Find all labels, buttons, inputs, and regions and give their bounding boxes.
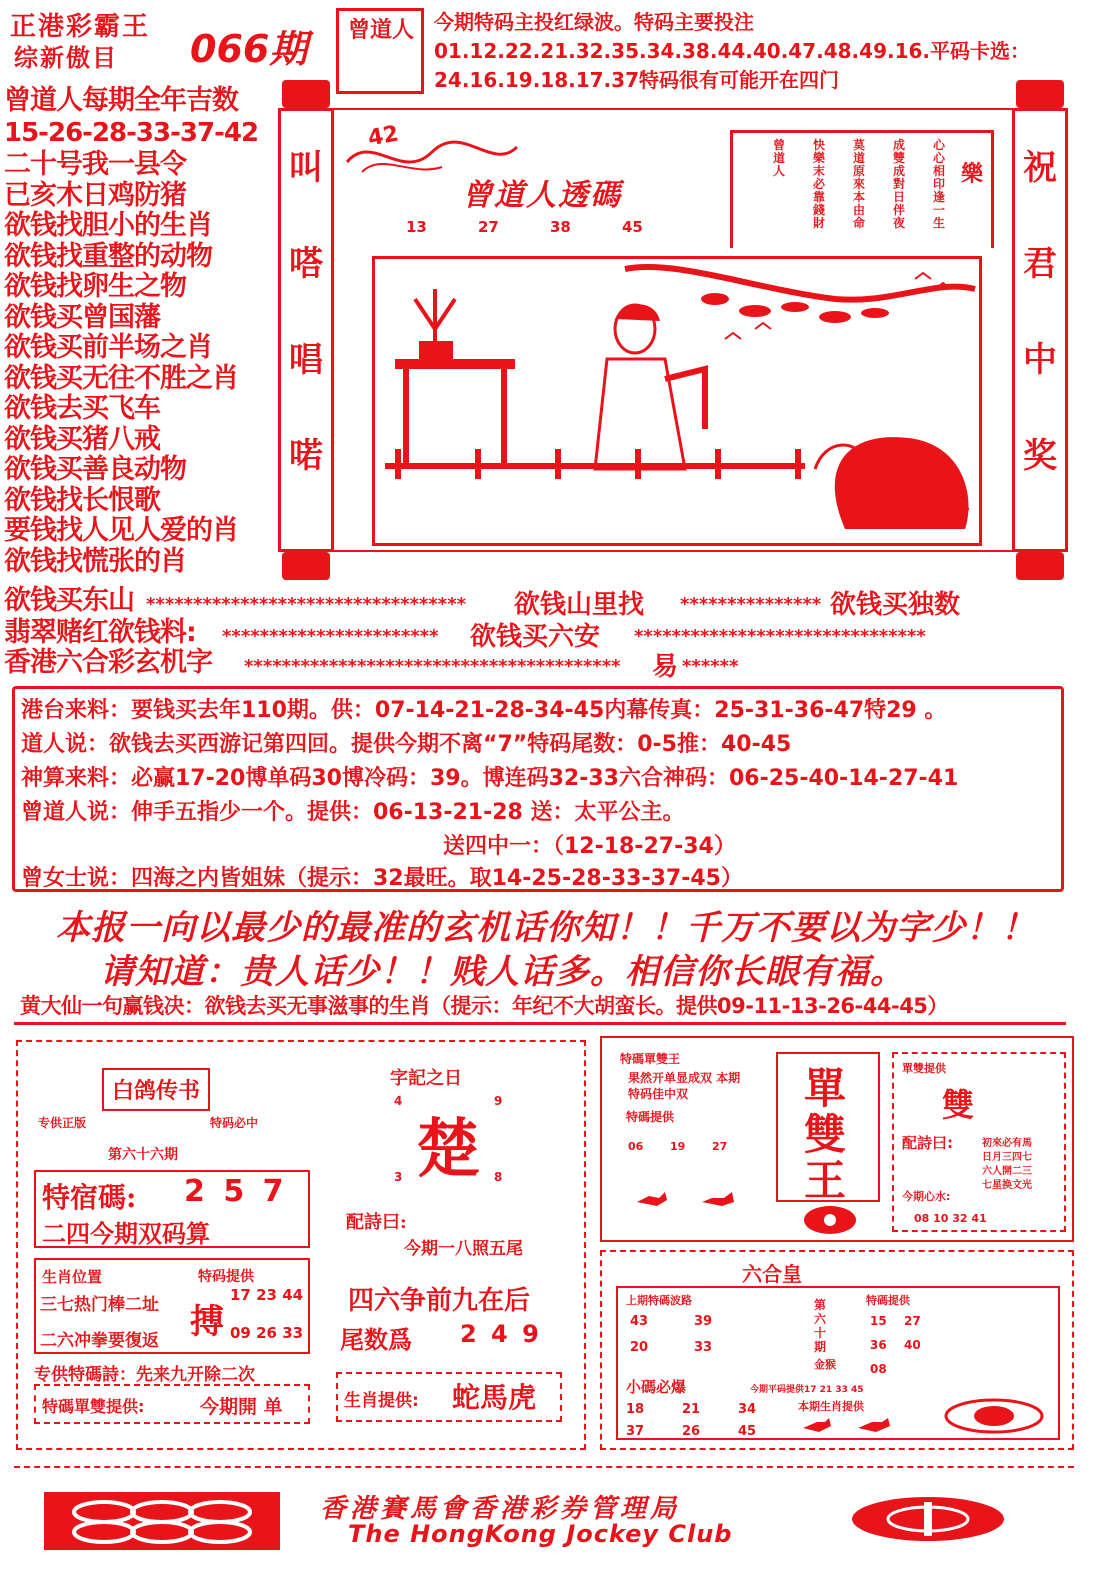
- scroll-number: 13: [406, 218, 427, 236]
- scroll-rod-left-bottom: [282, 552, 330, 580]
- scroll-right-char: 祝: [1023, 148, 1057, 188]
- logo-line2: 综新傲目: [14, 44, 118, 72]
- slogan-1: 本报一向以最少的最准的玄机话你知！！千万不要以为字少！！: [56, 908, 1036, 948]
- prb-title: 六合皇: [742, 1262, 802, 1286]
- info-line: 曾道人说：伸手五指少一个。提供：06-13-21-28 送：太平公主。: [21, 800, 685, 825]
- prt-ds-label: 單雙提供: [902, 1062, 946, 1075]
- calligraphy-title: 曾道人透碼: [462, 178, 622, 213]
- star-row-mid: 易: [652, 652, 679, 682]
- prb-num-a: 20: [630, 1340, 649, 1355]
- scroll-right-chars: [1015, 111, 1065, 476]
- pm-sx-label: 生肖提供:: [344, 1391, 419, 1411]
- scroll-rod-left-top: [282, 80, 330, 108]
- pl-side-right: 特码必中: [210, 1116, 259, 1130]
- poem-heading: 樂: [961, 162, 984, 187]
- prb-num-c: 18: [626, 1402, 645, 1417]
- left-line-item: 欲钱买无往不胜之肖: [4, 362, 238, 394]
- poem-column: 快樂末必靠錢財: [813, 138, 826, 230]
- left-line-item: 欲钱找慌张的肖: [4, 545, 186, 577]
- prb-num-a: 43: [630, 1314, 649, 1329]
- poem-box: [730, 130, 994, 248]
- poem-column: 曾道人: [773, 138, 786, 178]
- star-row-mid: 欲钱买六安: [470, 622, 601, 652]
- pl-sx-label: 生肖位置: [42, 1268, 103, 1286]
- left-line-item: 欲钱找重整的动物: [4, 240, 212, 272]
- prb-num-a: 39: [694, 1314, 713, 1329]
- prb-num-b: 08: [870, 1362, 887, 1376]
- pm-poem-label: 配詩曰:: [346, 1212, 407, 1233]
- pl-bo: 搏: [190, 1302, 224, 1342]
- pm-sx-value: 蛇馬虎: [452, 1381, 537, 1414]
- prt-poem-line: 七星换文光: [982, 1180, 1032, 1191]
- prt-poem-label: 配詩曰:: [902, 1134, 953, 1152]
- scroll-right-char: 中: [1023, 340, 1057, 380]
- prt-ds-value: 雙: [942, 1086, 975, 1124]
- pm-weishu-value: 2 4 9: [460, 1320, 542, 1348]
- prb-num-b: 40: [904, 1338, 921, 1352]
- scroll-left-chars: [281, 111, 331, 476]
- prb-num-a: 33: [694, 1340, 713, 1355]
- prb-bo-label: 上期特碼波路: [626, 1294, 692, 1307]
- left-line-item: 欲钱买猪八戒: [4, 423, 160, 455]
- prt-xin-label: 今期心水:: [902, 1190, 951, 1203]
- left-line-item: 欲钱去买飞车: [4, 393, 160, 424]
- panel-mid: [326, 1050, 578, 1442]
- prb-num-c: 45: [738, 1424, 757, 1439]
- emblem-icon: [942, 1396, 1046, 1436]
- footer-en: The HongKong Jockey Club: [348, 1520, 733, 1548]
- painting-frame: [372, 256, 982, 546]
- pm-title: 字記之日: [390, 1068, 462, 1089]
- scroll-right-char: 奖: [1023, 436, 1057, 476]
- pl-side-left: 专供正版: [38, 1116, 87, 1130]
- prb-issue: 第六十期: [814, 1298, 827, 1354]
- scroll-picture: [278, 80, 1068, 580]
- poem-column: 成雙成對日伴夜: [893, 138, 906, 230]
- star-row-lead: 香港六合彩玄机字: [4, 647, 212, 678]
- star-row-stars-tail: ******: [682, 656, 739, 677]
- scroll-number: 45: [622, 218, 643, 236]
- star-row-mid: 欲钱山里找: [514, 590, 645, 620]
- left-line-item: 欲钱买前半场之肖: [4, 332, 212, 363]
- header-announcement: 今期特码主投红绿波。特码主要投注01.12.22.21.32.35.34.38.44.40.47.48.49.16.平码卡选：24.16.19.18.17.37特码很有可能开在四门: [434, 10, 1031, 92]
- pm-n-tr: 9: [494, 1094, 503, 1108]
- info-box: [12, 686, 1064, 892]
- footer-divider: [14, 1466, 1074, 1468]
- prt-big-char: 王: [804, 1156, 847, 1205]
- star-row-stars: ****************************************: [244, 656, 621, 677]
- prb-num-b: 27: [904, 1314, 921, 1328]
- pm-poem-text: 今期一八照五尾: [404, 1239, 523, 1259]
- prb-num-c: 21: [682, 1402, 701, 1417]
- left-line-item: 欲钱买善良动物: [4, 454, 186, 485]
- corner-number: 42: [366, 121, 401, 152]
- left-lucky-numbers: 15-26-28-33-37-42: [4, 118, 259, 148]
- pl-line2: 二四今期双码算: [42, 1219, 210, 1248]
- pl-nums-2: 09 26 33: [230, 1324, 304, 1342]
- left-line-item: 欲钱买曾国藩: [4, 301, 160, 333]
- pl-tema-value: 2 5 7: [184, 1174, 288, 1209]
- scroll-rod-right-top: [1016, 80, 1064, 108]
- info-line: 曾女士说：四海之内皆姐妹（提示：32最旺。取14-25-28-33-37-45）: [21, 866, 743, 891]
- prt-title: 特碼單雙王: [620, 1052, 681, 1066]
- header-logo: [6, 4, 176, 72]
- left-line-item: 二十号我一县令: [4, 149, 186, 180]
- scroll-rod-right-bottom: [1016, 552, 1064, 580]
- pl-sx-2: 二六冲拳要復返: [40, 1331, 159, 1351]
- pl-sx-1: 三七热门棒二址: [40, 1295, 159, 1315]
- pm-big-char: 楚: [416, 1112, 480, 1187]
- pm-n-tl: 4: [394, 1094, 403, 1108]
- prt-animals: [632, 1188, 752, 1212]
- panel-right-bottom: [600, 1250, 1074, 1450]
- prb-num-c: 26: [682, 1424, 701, 1439]
- footer-logo-right-icon: [848, 1494, 1008, 1544]
- scroll-left-panel: [278, 108, 334, 552]
- info-line: 神算来料：必赢17-20博单码30博冷码：39。博连码32-33六合神码：06-25-40-14-27-41: [21, 766, 959, 791]
- slogan-2: 请知道：贵人话少！！贱人话多。相信你长眼有福。: [100, 952, 905, 992]
- prt-note: 果然开单显成双 本期特码佳中双: [628, 1071, 741, 1101]
- star-row-stars: ***********************: [222, 626, 439, 647]
- prb-tema-label: 特碼提供: [866, 1294, 910, 1307]
- pm-weishu-label: 尾数爲: [340, 1325, 412, 1354]
- poem-column: 莫道原來本由命: [853, 138, 866, 230]
- prt-poem-line: 初來必有馬: [982, 1138, 1032, 1149]
- scroll-left-char: 叫: [289, 148, 323, 188]
- prb-num-c: 37: [626, 1424, 645, 1439]
- scroll-canvas: [334, 108, 1012, 552]
- scroll-number: 38: [550, 218, 571, 236]
- prt-num: 19: [670, 1140, 686, 1153]
- pm-n-br: 8: [494, 1170, 503, 1184]
- prb-ping: 今期平码提供17 21 33 45: [750, 1385, 864, 1395]
- scroll-left-char: 嗒: [289, 244, 323, 284]
- pl-nums-1: 17 23 44: [230, 1286, 304, 1304]
- prt-num: 27: [712, 1140, 728, 1153]
- pl-issue: 第六十六期: [108, 1147, 178, 1163]
- scroll-left-char: 唱: [289, 340, 323, 380]
- info-line: 道人说：欲钱去买西游记第四回。提供今期不离“7”特码尾数：0-5推：40-45: [21, 732, 792, 757]
- seal-text: 曾道人: [347, 18, 414, 43]
- prt-num: 06: [628, 1140, 644, 1153]
- prb-animals: [798, 1416, 908, 1436]
- star-row-lead: 欲钱买东山: [4, 585, 134, 616]
- pm-line2: 四六争前九在后: [348, 1286, 531, 1316]
- pl-title: 白鸽传书: [102, 1068, 210, 1111]
- left-line-item: 欲钱找胆小的生肖: [4, 210, 212, 241]
- huang-line: 黄大仙一句赢钱决：欲钱去买无事滋事的生肖（提示：年纪不大胡蛮长。提供09-11-13-26-44-45）: [20, 994, 948, 1018]
- issue-number: 066期: [190, 27, 308, 71]
- footer-logo-left-icon: [44, 1492, 280, 1550]
- scroll-left-char: 喏: [289, 436, 323, 476]
- prt-xin-value: 08 10 32 41: [914, 1212, 987, 1225]
- huang-underline: [14, 1022, 1066, 1025]
- left-line-item: 已亥木日鸡防猪: [4, 179, 186, 211]
- painting-illustration: [375, 259, 979, 543]
- info-line: 港台来料：要钱买去年110期。供：07-14-21-28-34-45内幕传真：25-31-36-47特29 。: [21, 698, 947, 723]
- prb-small-label: 小碼必爆: [626, 1378, 687, 1396]
- poem-column: 心心相印逢一生: [933, 138, 946, 230]
- scroll-right-char: 君: [1023, 244, 1057, 284]
- prb-num-c: 34: [738, 1402, 757, 1417]
- scroll-right-panel: [1012, 108, 1068, 552]
- prt-tema-label: 特碼提供: [626, 1110, 675, 1124]
- pl-poem: 专供特碼詩：先来九开除二次: [34, 1365, 255, 1385]
- star-row-stars-tail: *******************************: [634, 626, 926, 647]
- pl-ds-label: 特碼單雙提供:: [42, 1397, 145, 1416]
- star-row-stars: **********************************: [146, 594, 467, 615]
- prb-num-b: 15: [870, 1314, 887, 1328]
- prb-num-b: 36: [870, 1338, 887, 1352]
- left-line-item: 欲钱找长恨歌: [4, 484, 160, 516]
- prt-big-char: 雙: [804, 1110, 847, 1159]
- left-line-item: 要钱找人见人爱的肖: [4, 515, 238, 546]
- prt-poem-line: 日月三四七: [982, 1152, 1032, 1163]
- prt-big-char: 單: [804, 1064, 847, 1113]
- prb-sx-label: 本期生肖提供: [798, 1400, 864, 1413]
- pl-ds-value: 今期開 单: [200, 1396, 283, 1418]
- info-line: 送四中一：（12-18-27-34）: [443, 834, 736, 859]
- left-line-item: 欲钱找卵生之物: [4, 271, 186, 302]
- logo-line1: 正港彩霸王: [10, 12, 151, 42]
- star-row-lead: 翡翠赌红欲钱料:: [4, 617, 196, 648]
- star-row-tail: 欲钱买独数: [830, 590, 961, 620]
- pl-tebie-label: 特码提供: [198, 1269, 254, 1285]
- panel-left: [30, 1050, 320, 1442]
- scroll-number: 27: [478, 218, 499, 236]
- star-row-stars-tail: ***************: [680, 594, 822, 615]
- left-title: 曾道人每期全年吉数: [4, 85, 238, 116]
- footer-cn: 香港賽馬會香港彩券管理局: [320, 1494, 681, 1524]
- flower-icon: [800, 1202, 860, 1238]
- prb-jin: 金猴: [814, 1358, 836, 1371]
- pl-tema-label: 特宿碼:: [42, 1181, 137, 1214]
- panel-right-top: [600, 1036, 1074, 1242]
- prt-poem-line: 六人開二三: [982, 1166, 1032, 1177]
- pm-n-bl: 3: [394, 1170, 403, 1184]
